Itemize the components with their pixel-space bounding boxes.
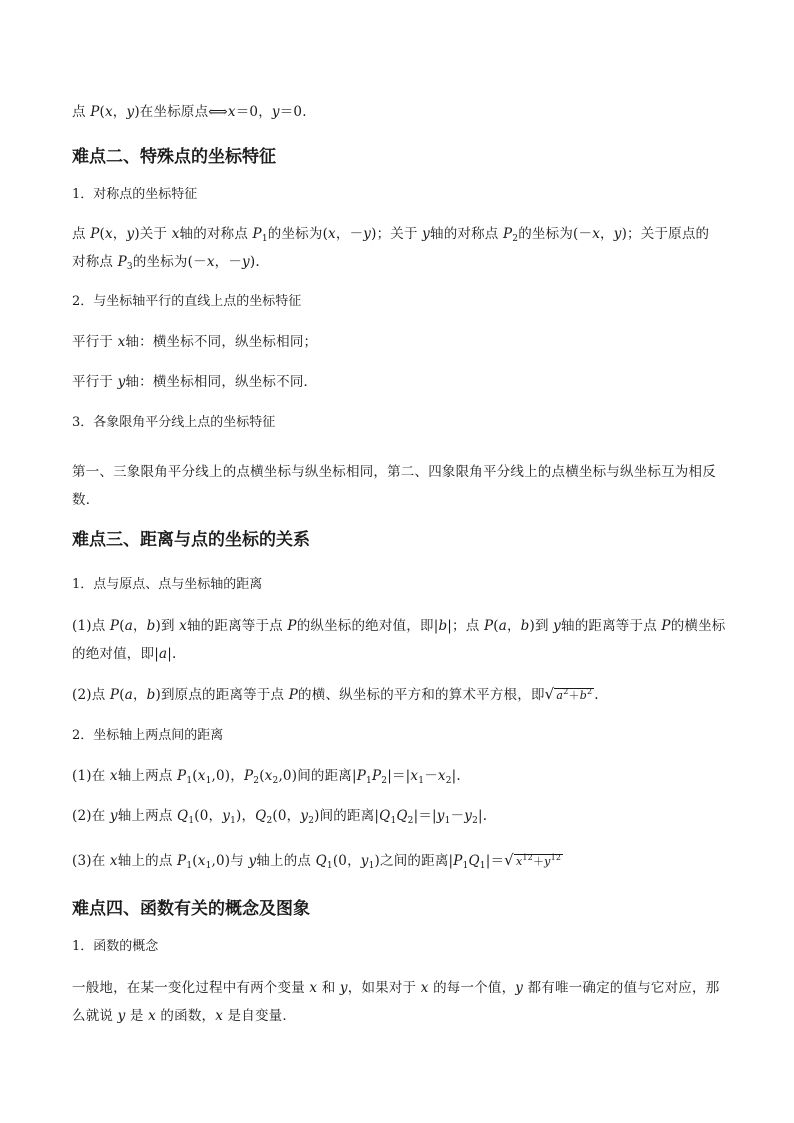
sqrt-expression: √ $a^2+b^2$ xyxy=(544,685,593,703)
origin-condition-line: 点 P(x，y)在坐标原点⟺x＝0，y＝0. xyxy=(72,104,307,120)
paragraph-bisector: 第一、三象限角平分线上的点横坐标与纵坐标相同，第二、四象限角平分线上的点横坐标与纵坐标互为相反数． xyxy=(72,464,716,508)
paragraph-symmetric-points: 点 P(x，y)关于 x轴的对称点 $P_1$的坐标为(x，－y)；关于 y轴的对称点 $P_2$的坐标为(－x，y)；关于原点的 对称点 $P_3$的坐标为(－x，－y). xyxy=(72,226,710,272)
paragraph-parallel-x: 平行于 x轴：横坐标不同，纵坐标相同； xyxy=(72,334,318,350)
paragraph-function-definition: 一般地，在某一变化过程中有两个变量 x 和 y，如果对于 x 的每一个值，y 都有唯一确定的值与它对应，那么就说 y 是 x 的函数，x 是自变量． xyxy=(72,980,720,1024)
subheading-bisector: 3．各象限角平分线上点的坐标特征 xyxy=(72,415,276,430)
paragraph-parallel-y: 平行于 y轴：横坐标相同，纵坐标不同． xyxy=(72,374,318,390)
subheading-symmetric-points: 1．对称点的坐标特征 xyxy=(72,187,198,202)
section-title-4: 难点四、函数有关的概念及图象 xyxy=(72,899,310,919)
paragraph-distance-y-axis: (2)在 y轴上两点 $Q_1(0$，$y_1$)，$Q_2(0$，$y_2$)间的距离$|Q_1Q_2|=|y_1-y_2|$. xyxy=(72,808,488,826)
paragraph-distance-to-origin: (2)点 P(a，b)到原点的距离等于点 P的横、纵坐标的平方和的算术平方根，即√ $a^2+b^2$ . xyxy=(72,680,732,710)
subheading-parallel-lines: 2．与坐标轴平行的直线上点的坐标特征 xyxy=(72,294,302,309)
subheading-function-concept: 1．函数的概念 xyxy=(72,939,159,954)
paragraph-distance-x-axis: (1)在 x轴上两点 $P_1(x_1,0)$，$P_2(x_2,0)$间的距离$|P_1P_2|=|x_1-x_2|$. xyxy=(72,768,461,786)
section-title-2: 难点二、特殊点的坐标特征 xyxy=(72,147,276,167)
paragraph-distance-to-axes: (1)点 P(a，b)到 x轴的距离等于点 P的纵坐标的绝对值，即|b|；点 P(a，b)到 y轴的距离等于点 P的横坐标的绝对值，即|a|. xyxy=(72,618,726,662)
sqrt-expression-2: √ $x^{12}+y^{12}$ xyxy=(504,851,562,869)
subheading-two-points-distance: 2．坐标轴上两点间的距离 xyxy=(72,728,224,743)
paragraph-distance-cross-axis: (3)在 x轴上的点 $P_1(x_1,0)$与 y轴上的点 $Q_1(0$，$y_1$)之间的距离$|P_1Q_1|=√$ $x^{12}+y^{12}$ xyxy=(72,846,732,876)
section-title-3: 难点三、距离与点的坐标的关系 xyxy=(72,530,310,550)
subheading-distance-origin-axis: 1．点与原点、点与坐标轴的距离 xyxy=(72,577,263,592)
